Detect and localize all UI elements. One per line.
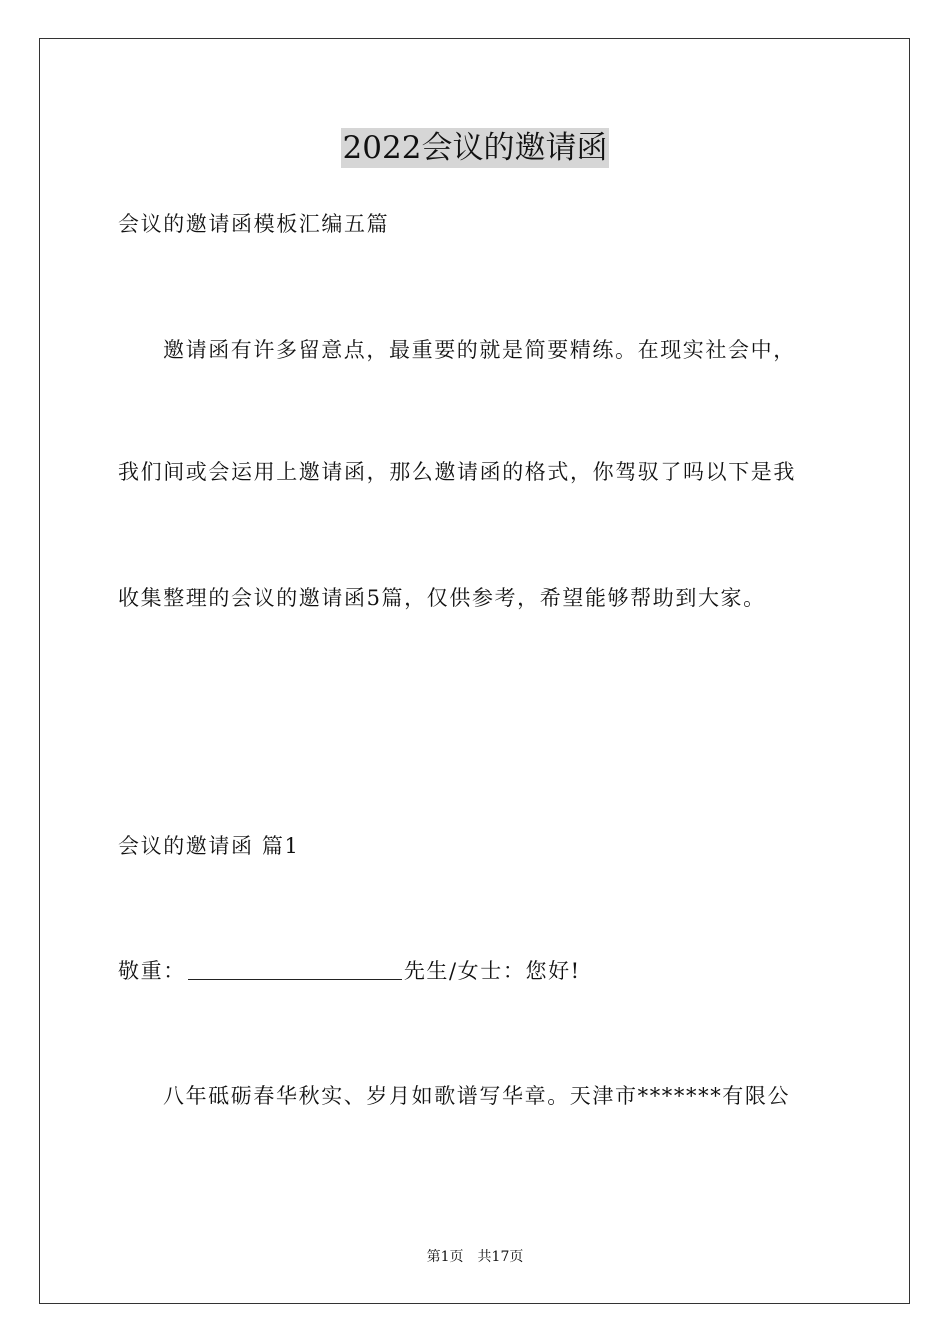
section-heading: 会议的邀请函 篇1 — [118, 834, 300, 858]
body-line: 八年砥砺春华秋实、岁月如歌谱写华章。天津市*******有限公 — [163, 1084, 791, 1108]
page-footer — [0, 1248, 950, 1266]
name-blank-underline — [188, 959, 402, 980]
salutation-suffix: 先生/女士：您好! — [403, 959, 581, 983]
salutation-line — [118, 957, 581, 985]
paragraph-line-1: 邀请函有许多留意点，最重要的就是简要精练。在现实社会中， — [163, 338, 796, 362]
document-title: 2022会议的邀请函 — [342, 130, 608, 166]
paragraph-line-3: 收集整理的会议的邀请函5篇，仅供参考，希望能够帮助到大家。 — [118, 586, 766, 610]
page-total: 共17页 — [477, 1249, 524, 1265]
salutation-prefix: 敬重： — [118, 959, 186, 983]
page-number: 第1页 — [426, 1249, 464, 1265]
document-subtitle: 会议的邀请函模板汇编五篇 — [118, 212, 390, 236]
title-container — [0, 128, 950, 168]
paragraph-line-2: 我们间或会运用上邀请函，那么邀请函的格式，你驾驭了吗以下是我 — [118, 460, 796, 484]
